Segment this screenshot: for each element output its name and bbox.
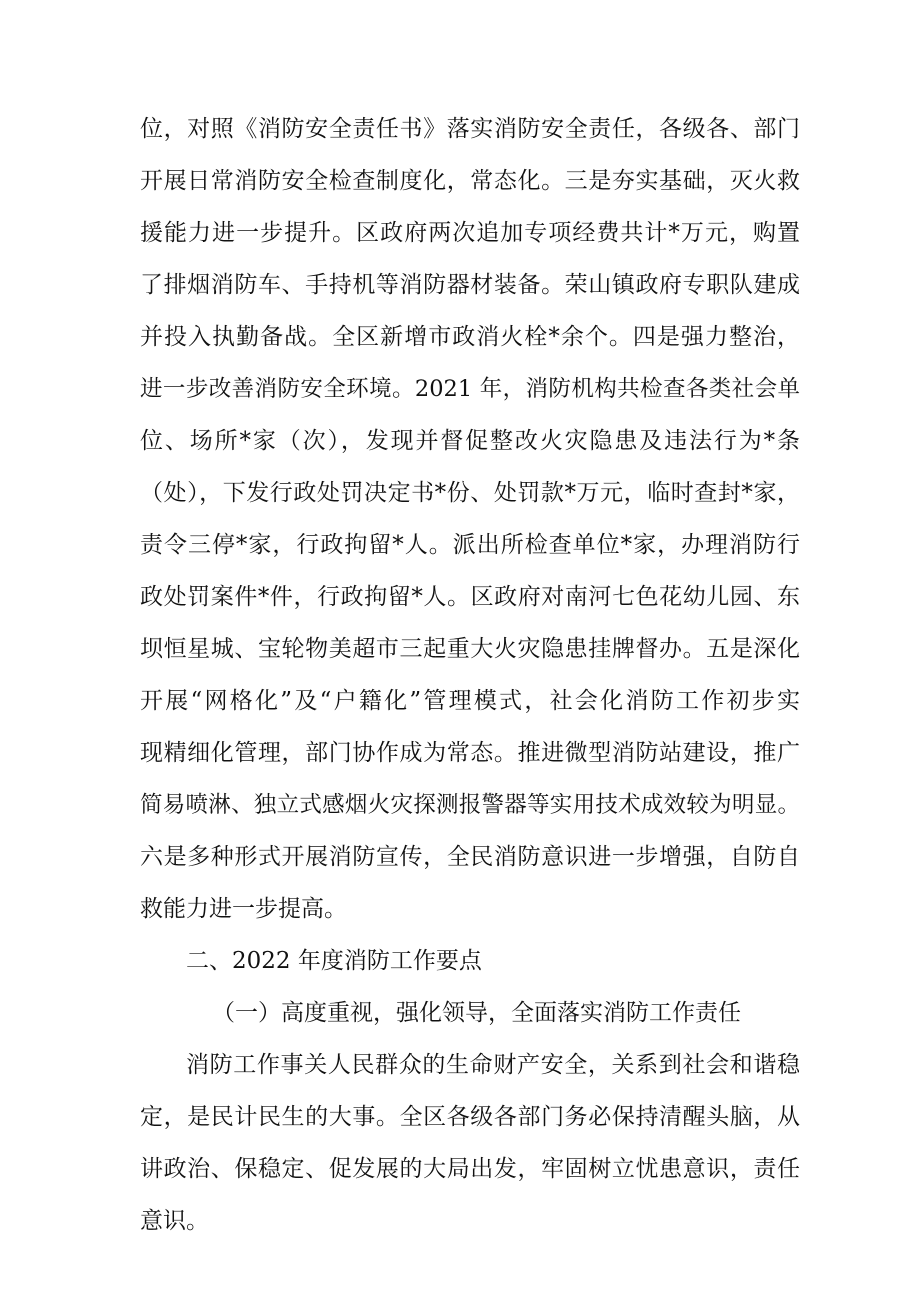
text-line: 消防工作事关人民群众的生命财产安全，关系到社会和谐稳 [186,1052,800,1078]
text-line: 进一步改善消防安全环境。2021 年，消防机构共检查各类社会单 [140,376,800,402]
text-line: 并投入执勤备战。全区新增市政消火栓*余个。四是强力整治， [140,324,800,350]
text-line: 意识。 [140,1208,209,1234]
text-line: 责令三停*家，行政拘留*人。派出所检查单位*家，办理消防行 [140,532,800,558]
section-heading: 二、2022 年度消防工作要点 [186,948,482,974]
text-line: 开展日常消防安全检查制度化，常态化。三是夯实基础，灭火救 [140,168,800,194]
subsection-heading: （一）高度重视，强化领导，全面落实消防工作责任 [212,1000,741,1026]
text-line: 政处罚案件*件，行政拘留*人。区政府对南河七色花幼儿园、东 [140,584,800,610]
text-line: 位，对照《消防安全责任书》落实消防安全责任，各级各、部门 [140,116,800,142]
text-line: 了排烟消防车、手持机等消防器材装备。荣山镇政府专职队建成 [140,272,800,298]
text-line: 救能力进一步提高。 [140,896,347,922]
text-line: 六是多种形式开展消防宣传，全民消防意识进一步增强，自防自 [140,844,800,870]
text-line: 援能力进一步提升。区政府两次追加专项经费共计*万元，购置 [140,220,800,246]
text-line: 开展“网格化”及“户籍化”管理模式，社会化消防工作初步实 [140,688,800,714]
text-line: 坝恒星城、宝轮物美超市三起重大火灾隐患挂牌督办。五是深化 [140,636,800,662]
text-line: 定，是民计民生的大事。全区各级各部门务必保持清醒头脑，从 [140,1104,800,1130]
text-line: （处），下发行政处罚决定书*份、处罚款*万元，临时查封*家， [140,480,800,506]
text-line: 位、场所*家（次），发现并督促整改火灾隐患及违法行为*条 [140,428,800,454]
text-line: 现精细化管理，部门协作成为常态。推进微型消防站建设，推广 [140,740,800,766]
text-line: 讲政治、保稳定、促发展的大局出发，牢固树立忧患意识，责任 [140,1156,800,1182]
text-line: 简易喷淋、独立式感烟火灾探测报警器等实用技术成效较为明显。 [140,792,800,818]
